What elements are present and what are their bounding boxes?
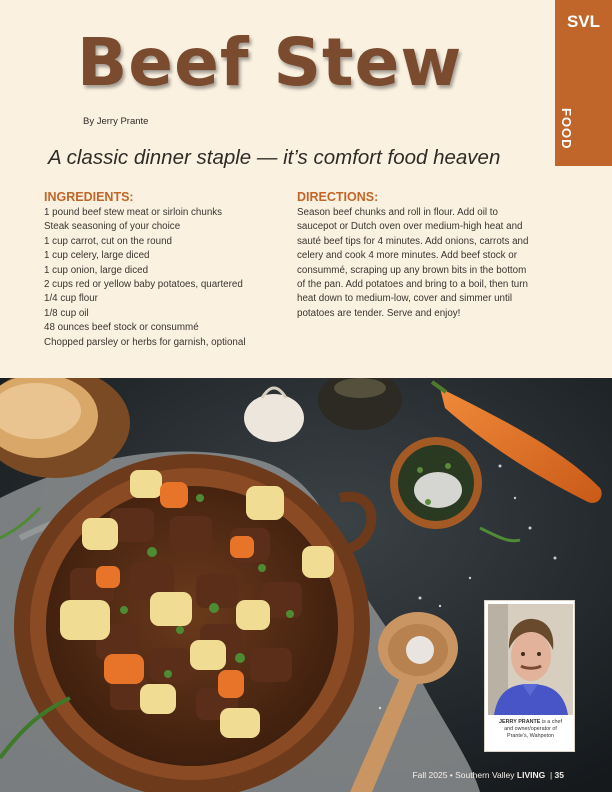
ingredients-heading: INGREDIENTS:	[44, 190, 134, 204]
author-portrait	[488, 604, 573, 715]
ingredient-item: Chopped parsley or herbs for garnish, optional	[44, 336, 246, 348]
author-bio-line2: and owner/operator of	[504, 726, 557, 732]
directions-heading: DIRECTIONS:	[297, 190, 379, 204]
footer-issue: Fall 2025 • Southern Valley	[412, 770, 517, 780]
author-photo	[488, 604, 573, 715]
page-footer: Fall 2025 • Southern Valley LIVING | 35	[412, 770, 564, 780]
directions-text: Season beef chunks and roll in flour. Add oil to saucepot or Dutch oven over medium-high heat and sauté beef tips for 4 minutes. Add onions, carrots and celery and cook 4 more minutes. Add beef stock or consummé, scraping up any brown bits in the bottom of the pan. Add potatoes and bring to a boil, then turn heat down to medium-low, cover and simmer until potatoes are tender. Serve and enjoy!	[297, 207, 529, 319]
section-tab	[555, 0, 612, 166]
section-tab-abbr: SVL	[566, 12, 601, 31]
author-box	[484, 600, 575, 752]
article-title: Beef Stew	[77, 24, 463, 101]
author-caption	[488, 719, 573, 740]
ingredient-item: 1 cup celery, large diced	[44, 250, 150, 262]
footer-magazine: LIVING	[516, 770, 546, 780]
ingredient-item: 1/8 cup oil	[44, 307, 89, 319]
author-bio-line1: is a chef	[541, 719, 562, 725]
author-bio-line3: Prante’s, Wahpeton	[506, 733, 555, 739]
ingredient-item: 48 ounces beef stock or consummé	[44, 322, 199, 334]
ingredient-item: 1 pound beef stew meat or sirloin chunks	[44, 207, 223, 218]
article-tagline: A classic dinner staple — it’s comfort food heaven	[48, 146, 501, 169]
ingredient-item: 1/4 cup flour	[44, 293, 98, 305]
ingredient-item: 2 cups red or yellow baby potatoes, quartered	[44, 279, 243, 291]
ingredient-item: 1 cup onion, large diced	[44, 264, 149, 276]
ingredient-item: 1 cup carrot, cut on the round	[44, 235, 172, 247]
article-byline: By Jerry Prante	[83, 116, 149, 127]
section-tab-category: FOOD	[559, 108, 574, 150]
author-name: JERRY PRANTE	[499, 719, 541, 725]
page-number: 35	[554, 770, 564, 780]
ingredient-item: Steak seasoning of your choice	[44, 221, 181, 233]
ingredients-list	[44, 206, 284, 350]
